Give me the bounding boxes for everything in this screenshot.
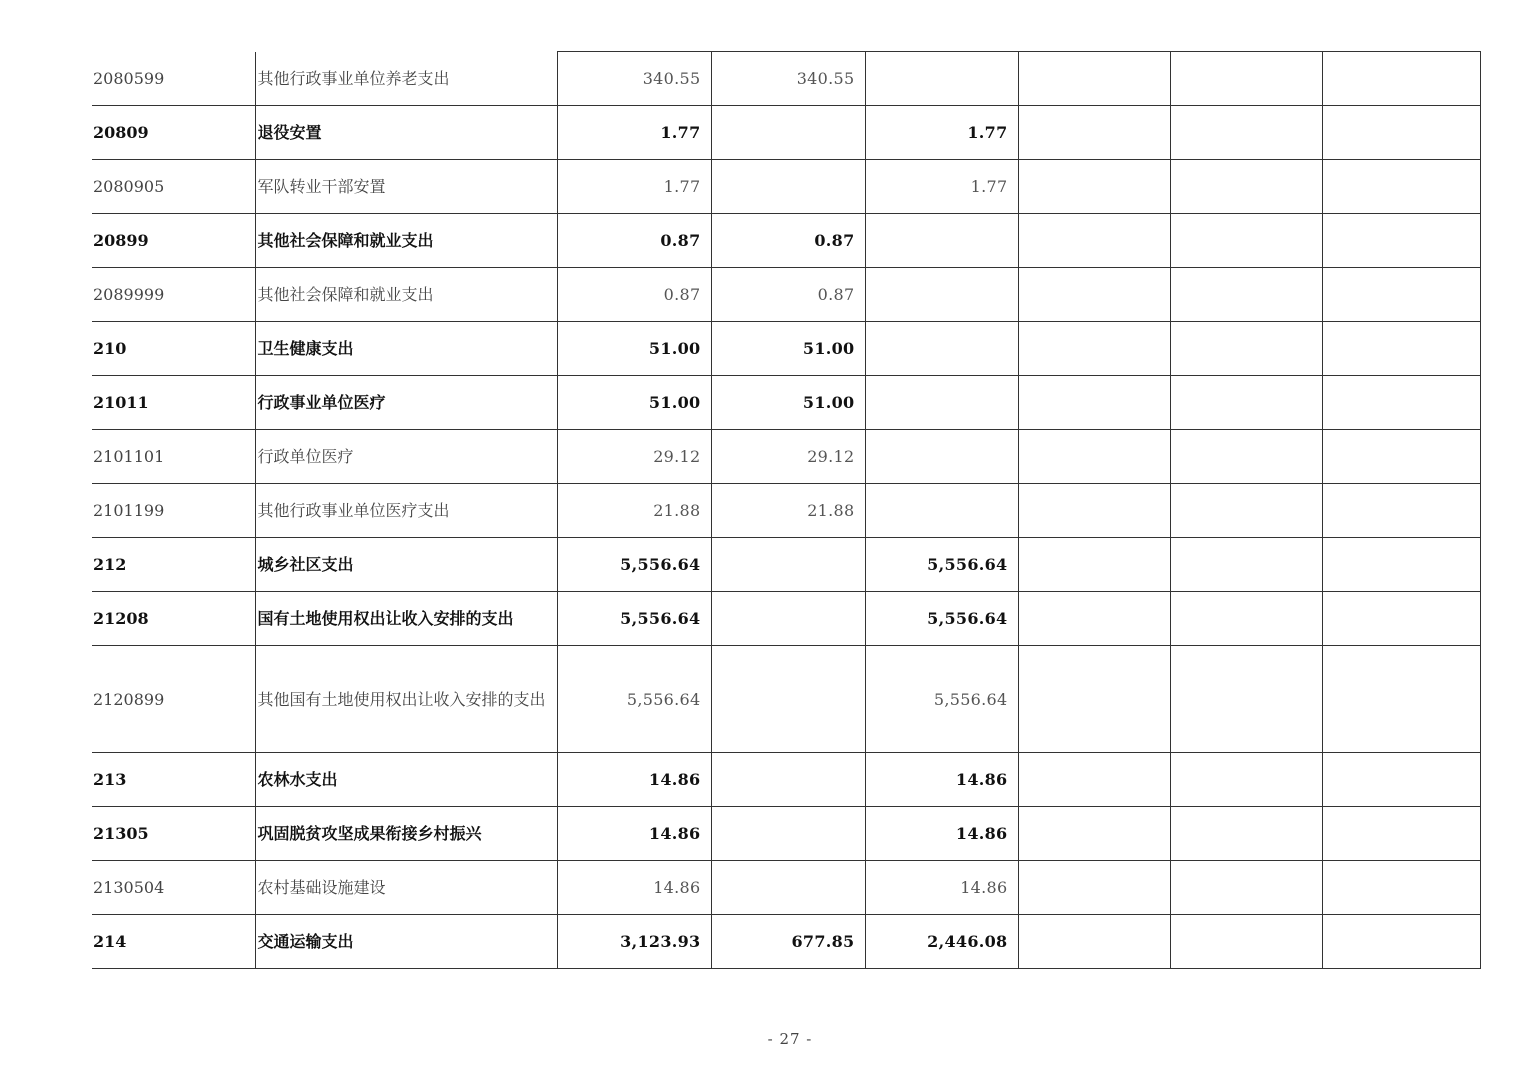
code-cell: 2101101 [92,430,255,484]
empty-cell [1322,861,1480,915]
name-cell: 其他行政事业单位养老支出 [255,52,557,106]
project-expense-cell [865,268,1018,322]
basic-expense-cell: 51.00 [711,322,865,376]
table-row [92,430,1480,484]
project-expense-cell: 14.86 [865,753,1018,807]
name-cell: 农林水支出 [255,753,557,807]
page-number: - 27 - [767,1030,813,1048]
basic-expense-cell [711,592,865,646]
total-cell: 1.77 [557,106,711,160]
empty-cell [1018,376,1170,430]
project-expense-cell: 14.86 [865,807,1018,861]
empty-cell [1018,915,1170,969]
project-expense-cell [865,52,1018,106]
table-row [92,106,1480,160]
table-row [92,484,1480,538]
basic-expense-cell: 677.85 [711,915,865,969]
project-expense-cell: 5,556.64 [865,592,1018,646]
empty-cell [1322,807,1480,861]
table-row [92,753,1480,807]
code-cell: 2089999 [92,268,255,322]
total-cell: 14.86 [557,861,711,915]
table-row [92,915,1480,969]
empty-cell [1018,160,1170,214]
empty-cell [1018,322,1170,376]
basic-expense-cell [711,861,865,915]
project-expense-cell [865,214,1018,268]
name-cell: 其他社会保障和就业支出 [255,268,557,322]
empty-cell [1170,106,1322,160]
table-row [92,268,1480,322]
name-cell: 军队转业干部安置 [255,160,557,214]
code-cell: 212 [92,538,255,592]
empty-cell [1322,322,1480,376]
name-cell: 其他行政事业单位医疗支出 [255,484,557,538]
empty-cell [1018,753,1170,807]
code-cell: 2120899 [92,646,255,753]
empty-cell [1170,214,1322,268]
empty-cell [1170,538,1322,592]
code-cell: 21305 [92,807,255,861]
code-cell: 20899 [92,214,255,268]
name-cell: 国有土地使用权出让收入安排的支出 [255,592,557,646]
total-cell: 5,556.64 [557,646,711,753]
code-cell: 21011 [92,376,255,430]
total-cell: 5,556.64 [557,538,711,592]
empty-cell [1322,915,1480,969]
empty-cell [1322,376,1480,430]
table-row [92,52,1480,106]
code-cell: 2080599 [92,52,255,106]
project-expense-cell: 5,556.64 [865,646,1018,753]
empty-cell [1170,807,1322,861]
empty-cell [1170,268,1322,322]
empty-cell [1018,106,1170,160]
empty-cell [1322,484,1480,538]
project-expense-cell: 2,446.08 [865,915,1018,969]
code-cell: 2101199 [92,484,255,538]
name-cell: 退役安置 [255,106,557,160]
empty-cell [1018,807,1170,861]
project-expense-cell: 1.77 [865,106,1018,160]
empty-cell [1170,322,1322,376]
empty-cell [1018,646,1170,753]
basic-expense-cell: 29.12 [711,430,865,484]
total-cell: 21.88 [557,484,711,538]
name-cell: 交通运输支出 [255,915,557,969]
table-row [92,592,1480,646]
empty-cell [1170,160,1322,214]
total-cell: 14.86 [557,753,711,807]
basic-expense-cell [711,753,865,807]
project-expense-cell: 5,556.64 [865,538,1018,592]
empty-cell [1322,646,1480,753]
table-row [92,646,1480,753]
empty-cell [1170,915,1322,969]
table-row [92,214,1480,268]
total-cell: 0.87 [557,268,711,322]
empty-cell [1018,538,1170,592]
total-cell: 51.00 [557,322,711,376]
empty-cell [1322,592,1480,646]
project-expense-cell [865,322,1018,376]
empty-cell [1322,106,1480,160]
name-cell: 其他国有土地使用权出让收入安排的支出 [255,646,557,753]
total-cell: 5,556.64 [557,592,711,646]
total-cell: 14.86 [557,807,711,861]
table-row [92,322,1480,376]
empty-cell [1322,52,1480,106]
basic-expense-cell: 0.87 [711,214,865,268]
code-cell: 2130504 [92,861,255,915]
basic-expense-cell: 51.00 [711,376,865,430]
empty-cell [1018,214,1170,268]
empty-cell [1322,214,1480,268]
project-expense-cell: 1.77 [865,160,1018,214]
empty-cell [1170,376,1322,430]
total-cell: 3,123.93 [557,915,711,969]
total-cell: 1.77 [557,160,711,214]
project-expense-cell [865,430,1018,484]
basic-expense-cell [711,538,865,592]
empty-cell [1170,52,1322,106]
project-expense-cell: 14.86 [865,861,1018,915]
total-cell: 0.87 [557,214,711,268]
basic-expense-cell [711,106,865,160]
empty-cell [1322,538,1480,592]
project-expense-cell [865,376,1018,430]
table-row [92,807,1480,861]
basic-expense-cell: 21.88 [711,484,865,538]
table-row [92,160,1480,214]
code-cell: 20809 [92,106,255,160]
table-row [92,861,1480,915]
table-row [92,376,1480,430]
name-cell: 农村基础设施建设 [255,861,557,915]
code-cell: 214 [92,915,255,969]
name-cell: 行政事业单位医疗 [255,376,557,430]
empty-cell [1018,52,1170,106]
empty-cell [1018,861,1170,915]
name-cell: 其他社会保障和就业支出 [255,214,557,268]
table-row [92,538,1480,592]
basic-expense-cell: 340.55 [711,52,865,106]
budget-table-body [92,52,1480,969]
name-cell: 城乡社区支出 [255,538,557,592]
basic-expense-cell [711,807,865,861]
empty-cell [1170,753,1322,807]
basic-expense-cell: 0.87 [711,268,865,322]
total-cell: 29.12 [557,430,711,484]
empty-cell [1018,484,1170,538]
empty-cell [1170,646,1322,753]
empty-cell [1018,592,1170,646]
empty-cell [1170,592,1322,646]
name-cell: 行政单位医疗 [255,430,557,484]
project-expense-cell [865,484,1018,538]
code-cell: 2080905 [92,160,255,214]
empty-cell [1170,861,1322,915]
total-cell: 340.55 [557,52,711,106]
code-cell: 213 [92,753,255,807]
budget-table [92,51,1481,969]
empty-cell [1170,430,1322,484]
empty-cell [1322,753,1480,807]
empty-cell [1322,268,1480,322]
code-cell: 210 [92,322,255,376]
name-cell: 巩固脱贫攻坚成果衔接乡村振兴 [255,807,557,861]
empty-cell [1018,430,1170,484]
empty-cell [1322,430,1480,484]
empty-cell [1170,484,1322,538]
name-cell: 卫生健康支出 [255,322,557,376]
empty-cell [1322,160,1480,214]
code-cell: 21208 [92,592,255,646]
empty-cell [1018,268,1170,322]
basic-expense-cell [711,646,865,753]
basic-expense-cell [711,160,865,214]
total-cell: 51.00 [557,376,711,430]
